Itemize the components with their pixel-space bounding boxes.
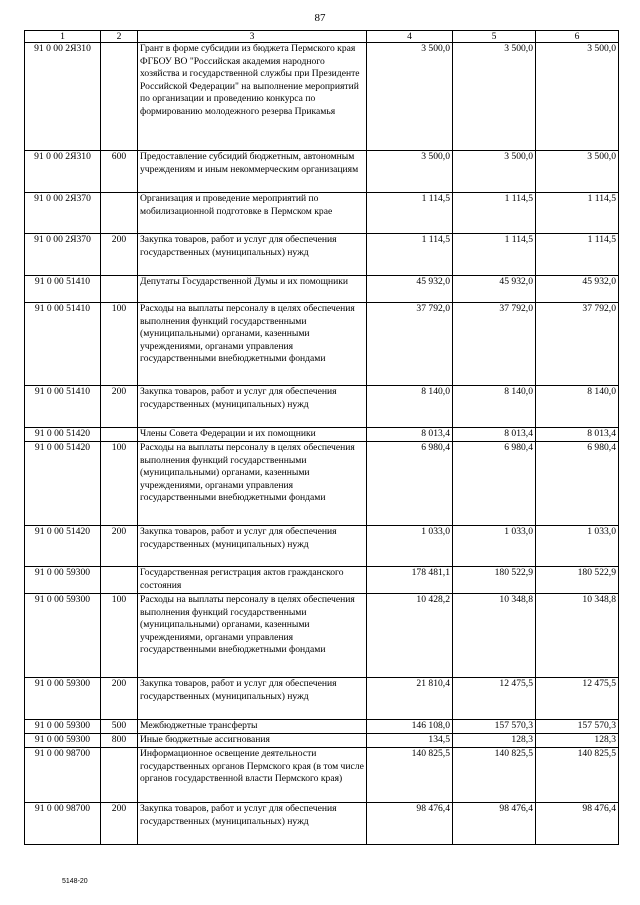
row-name: Расходы на выплаты персоналу в целях обеспечения выполнения функций государственными (муниципальными) органами, казенными учреждениями, органами управления государственными внебюджетными фондами [138,303,367,386]
row-code: 91 0 00 51420 [25,442,101,526]
row-amount-col5: 157 570,3 [453,720,536,734]
table-row [25,428,619,442]
row-amount-col6: 128,3 [536,734,619,748]
row-amount-col4: 1 114,5 [367,234,453,276]
row-expense-type [101,567,138,594]
row-expense-type: 200 [101,386,138,428]
table-row [25,734,619,748]
row-amount-col4: 8 013,4 [367,428,453,442]
row-expense-type: 200 [101,678,138,720]
row-code: 91 0 00 51420 [25,428,101,442]
row-expense-type: 100 [101,442,138,526]
row-expense-type: 200 [101,526,138,567]
row-code: 91 0 00 2Я370 [25,234,101,276]
row-code: 91 0 00 51410 [25,303,101,386]
col-header: 6 [536,31,619,43]
header-row [25,31,619,43]
table-row [25,276,619,303]
row-amount-col6: 1 033,0 [536,526,619,567]
row-amount-col5: 1 114,5 [453,234,536,276]
row-expense-type [101,748,138,803]
page-number: 87 [314,12,326,24]
row-amount-col6: 8 140,0 [536,386,619,428]
row-expense-type [101,43,138,151]
row-code: 91 0 00 2Я310 [25,43,101,151]
table-row [25,193,619,234]
row-amount-col5: 98 476,4 [453,803,536,845]
row-amount-col6: 6 980,4 [536,442,619,526]
row-amount-col5: 3 500,0 [453,43,536,151]
row-expense-type [101,428,138,442]
row-expense-type: 600 [101,151,138,193]
table-row [25,678,619,720]
row-code: 91 0 00 51420 [25,526,101,567]
row-name: Межбюджетные трансферты [138,720,367,734]
row-amount-col5: 8 140,0 [453,386,536,428]
row-amount-col5: 10 348,8 [453,594,536,678]
row-expense-type: 200 [101,803,138,845]
row-amount-col5: 3 500,0 [453,151,536,193]
row-amount-col6: 3 500,0 [536,151,619,193]
row-amount-col4: 21 810,4 [367,678,453,720]
row-amount-col5: 12 475,5 [453,678,536,720]
row-amount-col5: 1 033,0 [453,526,536,567]
row-name: Расходы на выплаты персоналу в целях обеспечения выполнения функций государственными (муниципальными) органами, казенными учреждениями, органами управления государственными внебюджетными фондами [138,594,367,678]
row-amount-col6: 45 932,0 [536,276,619,303]
row-expense-type: 100 [101,594,138,678]
row-name: Государственная регистрация актов гражданского состояния [138,567,367,594]
row-amount-col5: 128,3 [453,734,536,748]
row-code: 91 0 00 59300 [25,720,101,734]
row-expense-type: 800 [101,734,138,748]
col-header: 3 [138,31,367,43]
row-amount-col4: 3 500,0 [367,151,453,193]
row-amount-col6: 10 348,8 [536,594,619,678]
row-code: 91 0 00 59300 [25,678,101,720]
table-row [25,748,619,803]
row-name: Закупка товаров, работ и услуг для обеспечения государственных (муниципальных) нужд [138,386,367,428]
budget-table [24,30,619,845]
table-row [25,43,619,151]
row-code: 91 0 00 51410 [25,386,101,428]
row-name: Члены Совета Федерации и их помощники [138,428,367,442]
table-row [25,303,619,386]
col-header: 5 [453,31,536,43]
row-code: 91 0 00 59300 [25,734,101,748]
row-amount-col6: 157 570,3 [536,720,619,734]
row-amount-col4: 45 932,0 [367,276,453,303]
row-name: Депутаты Государственной Думы и их помощники [138,276,367,303]
row-amount-col4: 6 980,4 [367,442,453,526]
row-code: 91 0 00 59300 [25,594,101,678]
row-amount-col6: 98 476,4 [536,803,619,845]
row-amount-col4: 178 481,1 [367,567,453,594]
row-amount-col6: 12 475,5 [536,678,619,720]
row-code: 91 0 00 98700 [25,803,101,845]
row-amount-col5: 8 013,4 [453,428,536,442]
row-name: Предоставление субсидий бюджетным, автономным учреждениям и иным некоммерческим организациям [138,151,367,193]
row-amount-col6: 3 500,0 [536,43,619,151]
footer-code: 5148-20 [62,878,88,885]
row-code: 91 0 00 59300 [25,567,101,594]
row-code: 91 0 00 98700 [25,748,101,803]
row-name: Закупка товаров, работ и услуг для обеспечения государственных (муниципальных) нужд [138,234,367,276]
row-amount-col4: 134,5 [367,734,453,748]
row-name: Информационное освещение деятельности государственных органов Пермского края (в том числе органов государственной власти Пермского края) [138,748,367,803]
table-row [25,526,619,567]
table-row [25,803,619,845]
row-amount-col6: 37 792,0 [536,303,619,386]
row-amount-col5: 1 114,5 [453,193,536,234]
row-name: Грант в форме субсидии из бюджета Пермского края ФГБОУ ВО "Российская академия народного хозяйства и государственной службы при Президенте Российской Федерации" на выполнение мероприятий по организации и проведению конкурса по формированию молодежного резерва Прикамья [138,43,367,151]
row-amount-col4: 3 500,0 [367,43,453,151]
row-code: 91 0 00 51410 [25,276,101,303]
row-expense-type [101,193,138,234]
row-amount-col4: 8 140,0 [367,386,453,428]
row-name: Закупка товаров, работ и услуг для обеспечения государственных (муниципальных) нужд [138,803,367,845]
row-amount-col6: 1 114,5 [536,234,619,276]
row-expense-type: 200 [101,234,138,276]
row-amount-col4: 37 792,0 [367,303,453,386]
row-amount-col5: 45 932,0 [453,276,536,303]
col-header: 2 [101,31,138,43]
row-amount-col5: 37 792,0 [453,303,536,386]
row-amount-col6: 8 013,4 [536,428,619,442]
row-amount-col5: 6 980,4 [453,442,536,526]
row-expense-type [101,276,138,303]
row-amount-col4: 1 114,5 [367,193,453,234]
table-row [25,720,619,734]
row-name: Закупка товаров, работ и услуг для обеспечения государственных (муниципальных) нужд [138,678,367,720]
row-name: Закупка товаров, работ и услуг для обеспечения государственных (муниципальных) нужд [138,526,367,567]
table-row [25,234,619,276]
row-amount-col6: 1 114,5 [536,193,619,234]
row-amount-col4: 98 476,4 [367,803,453,845]
row-amount-col5: 180 522,9 [453,567,536,594]
row-amount-col4: 140 825,5 [367,748,453,803]
table-row [25,151,619,193]
row-amount-col4: 10 428,2 [367,594,453,678]
row-amount-col6: 140 825,5 [536,748,619,803]
table-row [25,594,619,678]
col-header: 1 [25,31,101,43]
row-amount-col6: 180 522,9 [536,567,619,594]
row-expense-type: 100 [101,303,138,386]
row-name: Организация и проведение мероприятий по мобилизационной подготовке в Пермском крае [138,193,367,234]
row-expense-type: 500 [101,720,138,734]
table-row [25,386,619,428]
table-row [25,442,619,526]
row-amount-col5: 140 825,5 [453,748,536,803]
table-row [25,567,619,594]
row-amount-col4: 1 033,0 [367,526,453,567]
row-code: 91 0 00 2Я370 [25,193,101,234]
row-name: Иные бюджетные ассигнования [138,734,367,748]
row-amount-col4: 146 108,0 [367,720,453,734]
row-name: Расходы на выплаты персоналу в целях обеспечения выполнения функций государственными (муниципальными) органами, казенными учреждениями, органами управления государственными внебюджетными фондами [138,442,367,526]
col-header: 4 [367,31,453,43]
row-code: 91 0 00 2Я310 [25,151,101,193]
